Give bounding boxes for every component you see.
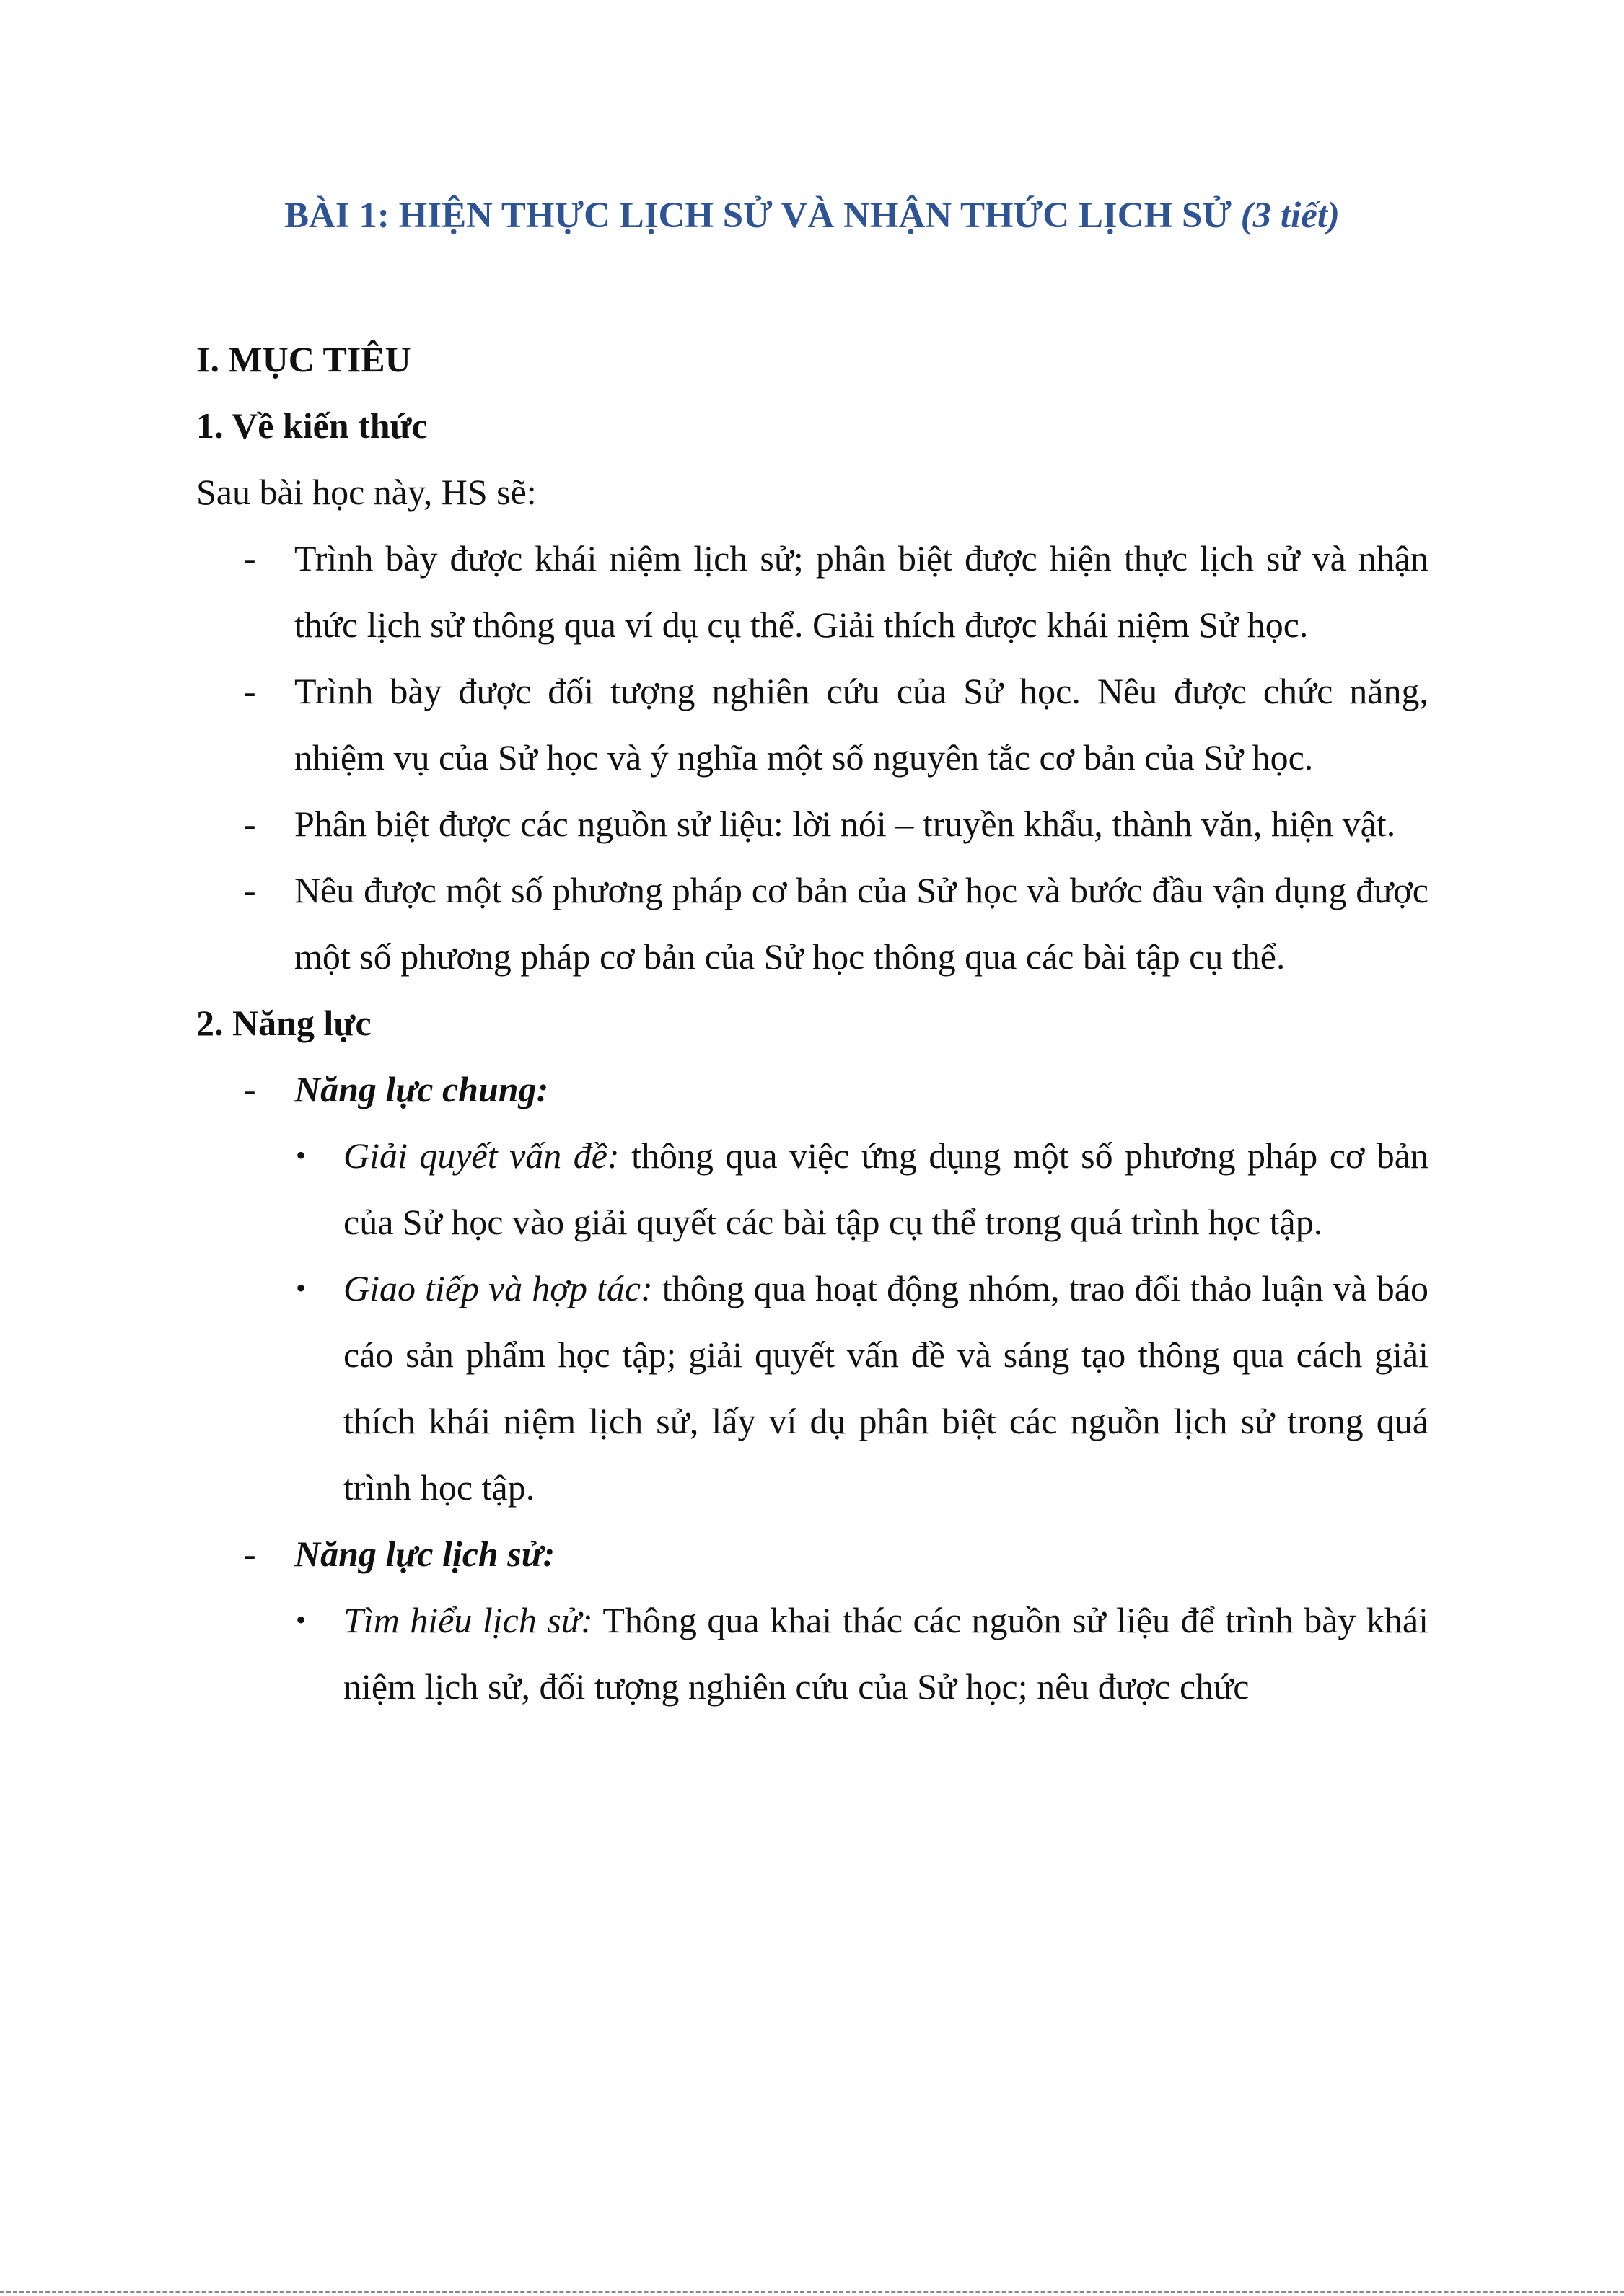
general-competence (196, 1056, 1428, 1122)
history-competence-list (196, 1587, 1428, 1720)
competence-item (196, 1255, 1428, 1521)
dash-marker: - (244, 804, 256, 844)
dash-marker: - (244, 1069, 256, 1109)
knowledge-item (196, 658, 1428, 791)
general-competence-list (196, 1122, 1428, 1521)
competence-item-text: thông qua việc ứng dụng một số phương pháp cơ bản của Sử học vào giải quyết các bài tập cụ thể trong quá trình học tập. (343, 1135, 1428, 1242)
dash-marker: - (244, 1534, 256, 1574)
knowledge-item (196, 857, 1428, 990)
knowledge-item-text: Trình bày được khái niệm lịch sử; phân biệt được hiện thực lịch sử và nhận thức lịch sử thông qua ví dụ cụ thể. Giải thích được khái niệm Sử học. (294, 538, 1428, 645)
competence-item-text: thông qua hoạt động nhóm, trao đổi thảo luận và báo cáo sản phẩm học tập; giải quyết vấn đề và sáng tạo thông qua cách giải thích khái niệm lịch sử, lấy ví dụ phân biệt các nguồn lịch sử trong quá trình học tập. (343, 1268, 1428, 1508)
dash-marker: - (244, 671, 256, 711)
document-body (196, 326, 1428, 1720)
bullet-marker: • (296, 1139, 307, 1171)
subsection-heading-competence: 2. Năng lực (196, 1003, 372, 1043)
knowledge-item-text: Phân biệt được các nguồn sử liệu: lời nói – truyền khẩu, thành văn, hiện vật. (294, 804, 1396, 844)
dash-marker: - (244, 870, 256, 910)
competence-item-lead: Giao tiếp và hợp tác: (343, 1268, 653, 1308)
bullet-marker: • (296, 1604, 307, 1636)
lesson-title-note: (3 tiết) (1240, 195, 1340, 236)
competence-item-lead: Giải quyết vấn đề: (343, 1135, 620, 1176)
subsection-heading-knowledge: 1. Về kiến thức (196, 405, 428, 446)
competence-list (196, 1056, 1428, 1122)
general-competence-heading: Năng lực chung: (294, 1069, 549, 1109)
competence-item (196, 1587, 1428, 1720)
knowledge-intro: Sau bài học này, HS sẽ: (196, 472, 537, 512)
competence-item-lead: Tìm hiểu lịch sử: (343, 1600, 593, 1640)
lesson-title (0, 195, 1624, 237)
page-bottom-divider (0, 2291, 1624, 2293)
competence-item (196, 1122, 1428, 1255)
bullet-marker: • (296, 1272, 307, 1304)
knowledge-item-text: Trình bày được đối tượng nghiên cứu của Sử học. Nêu được chức năng, nhiệm vụ của Sử học và ý nghĩa một số nguyên tắc cơ bản của Sử học. (294, 671, 1428, 778)
knowledge-item-text: Nêu được một số phương pháp cơ bản của Sử học và bước đầu vận dụng được một số phương pháp cơ bản của Sử học thông qua các bài tập cụ thể. (294, 870, 1428, 977)
knowledge-item (196, 791, 1428, 857)
knowledge-list (196, 525, 1428, 990)
section-heading-objectives: I. MỤC TIÊU (196, 339, 411, 379)
knowledge-item (196, 525, 1428, 658)
history-competence-heading: Năng lực lịch sử: (294, 1534, 556, 1574)
lesson-title-main: BÀI 1: HIỆN THỰC LỊCH SỬ VÀ NHẬN THỨC LỊCH SỬ (284, 195, 1232, 236)
history-competence (196, 1521, 1428, 1587)
dash-marker: - (244, 538, 256, 579)
competence-item-text: Thông qua khai thác các nguồn sử liệu để trình bày khái niệm lịch sử, đối tượng nghiên cứu của Sử học; nêu được chức (343, 1600, 1428, 1707)
history-competence-wrapper (196, 1521, 1428, 1587)
